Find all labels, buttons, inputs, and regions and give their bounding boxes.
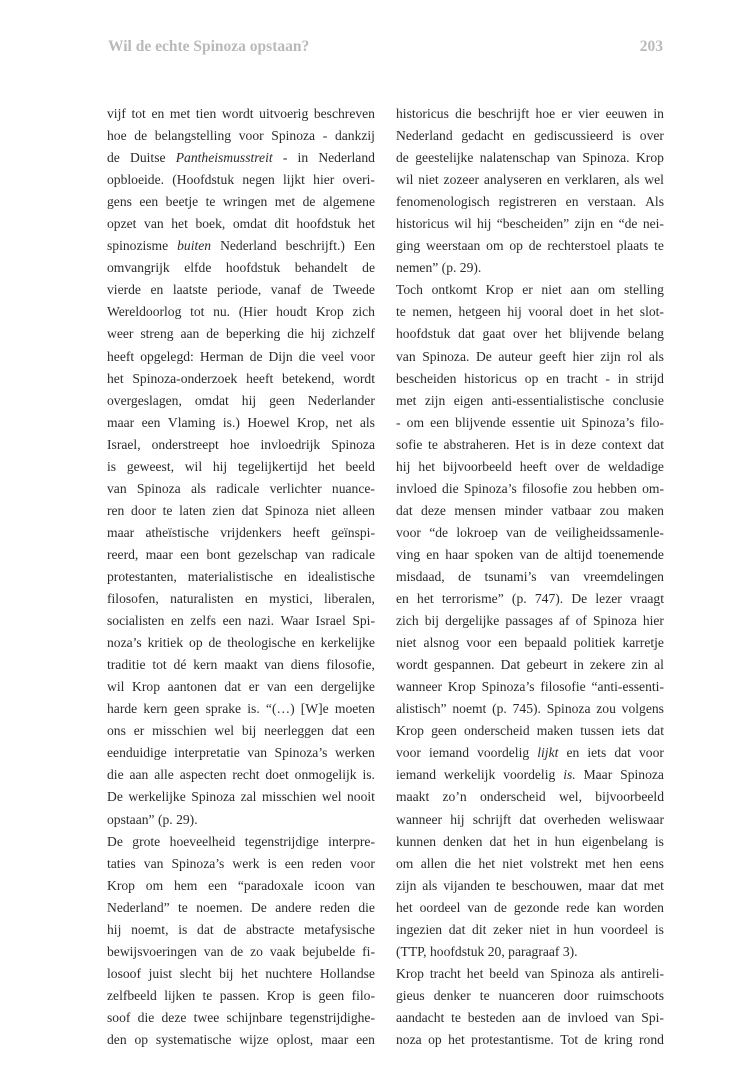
text-line: Wereldoorlog tot nu. (Hier houdt Krop zich [107, 304, 375, 320]
text-line: wil niet zozeer analyseren en verklaren, als wel [396, 172, 664, 188]
text-line: vijf tot en met tien wordt uitvoerig beschreven [107, 106, 375, 121]
text-line: heeft opgelegd: Herman de Dijn die veel voor [107, 348, 375, 364]
right-text-column [396, 103, 664, 1051]
text-line: wil Krop aantonen dat er van een dergelijke [107, 679, 375, 695]
text-line: van Spinoza als radicale verlichter nuance- [107, 480, 375, 496]
left-text-column [107, 103, 375, 1051]
text-line: ging weerstaan om op de rechterstoel plaats te [396, 238, 664, 254]
text-line: wordt gespannen. Dat gebeurt in zekere zin al [396, 657, 664, 673]
text-line: Toch ontkomt Krop er niet aan om stelling [396, 282, 664, 298]
text-line: ren door te laten zien dat Spinoza niet alleen [107, 502, 375, 518]
text-line: hoe de belangstelling voor Spinoza - dankzij [107, 128, 375, 144]
text-line: die aan alle aspecten recht doet onmogelijk is. [107, 767, 375, 783]
text-line: ving en haar spoken van de altijd toenemende [396, 546, 664, 562]
text-line: den op systematische wijze oplost, maar een [107, 1031, 375, 1047]
text-line: reerd, maar een bont gezelschap van radicale [107, 546, 375, 562]
text-line: met zijn eigen anti-essentialistische conclusie [396, 392, 664, 408]
text-line: Krop om hem een “paradoxale icoon van [107, 877, 375, 893]
text-line: bewijsvoeringen van de zo vaak bejubelde fi- [107, 943, 375, 959]
text-line: om allen die het niet volstrekt met hen eens [396, 855, 664, 871]
text-line: misdaad, de tsunami’s van vreemdelingen [396, 568, 664, 584]
text-line: harde kern geen sprake is. “(…) [W]e moeten [107, 701, 375, 717]
text-line: historicus die beschrijft hoe er vier eeuwen in [396, 106, 664, 121]
text-line: - om een blijvende essentie uit Spinoza’s filo- [396, 414, 664, 430]
text-line: voor “de lokroep van de veiligheidssamenle- [396, 524, 664, 540]
text-line: zich bij dergelijke passages af of Spinoza hier [396, 613, 664, 629]
text-line: nemen” (p. 29). [396, 260, 482, 276]
text-line: Nederland” te noemen. De andere reden die [107, 899, 375, 915]
text-line: losoof juist slecht bij het nuchtere Hollandse [107, 965, 375, 981]
text-line: historicus wil hij “bescheiden” zijn en “de nei- [396, 216, 664, 232]
text-line: aandacht te besteden aan de invloed van Spi- [396, 1009, 664, 1025]
text-line: opbloeide. (Hoofdstuk negen lijkt hier overi- [107, 172, 375, 188]
text-line: zijn als vijanden te beschouwen, maar dat met [396, 877, 664, 893]
text-line: eenduidige interpretatie van Spinoza’s werken [107, 745, 375, 761]
text-line: socialisten en zelfs een nazi. Waar Israel Spi- [107, 613, 375, 629]
text-line: gieus denker te nuanceren door ruimschoots [396, 987, 664, 1003]
text-line: het Spinoza-onderzoek heeft betekend, wordt [107, 370, 375, 386]
text-line: wanneer Krop Spinoza’s filosofie “anti-essenti- [396, 679, 664, 695]
text-line: Krop tracht het beeld van Spinoza als antireli- [396, 965, 664, 981]
text-line: taties van Spinoza’s werk is een reden voor [107, 855, 375, 871]
text-line: De werkelijke Spinoza zal misschien wel nooit [107, 789, 375, 805]
text-line: noza’s kritiek op de theologische en kerkelijke [107, 635, 375, 651]
text-line: zelfbeeld lijken te passen. Krop is geen filo- [107, 987, 375, 1003]
text-line: opstaan” (p. 29). [107, 811, 198, 827]
text-line: de Duitse Pantheismusstreit - in Nederland [107, 150, 375, 166]
text-line: De grote hoeveelheid tegenstrijdige interpre- [107, 833, 375, 849]
text-line: Krop geen onderscheid maken tussen iets dat [396, 723, 664, 739]
text-line: protestanten, materialistische en idealistische [107, 568, 375, 584]
text-line: dat deze mensen minder vatbaar zou maken [396, 502, 664, 518]
text-line: hoofdstuk dat gaat over het blijvende belang [396, 326, 664, 342]
text-line: ingezien dat dit zeker niet in hun voordeel is [396, 921, 664, 937]
text-line: kunnen denken dat het in hun eigenbelang is [396, 833, 664, 849]
text-line: maar een Vlaming is.) Hoewel Krop, net als [107, 414, 375, 430]
text-line: is geweest, wil hij tegelijkertijd het beeld [107, 458, 375, 474]
text-line: Nederland gedacht en gediscussieerd is over [396, 128, 664, 144]
text-line: vierde en laatste periode, vanaf de Tweede [107, 282, 375, 298]
text-line: soof die deze twee schijnbare tegenstrijdighe- [107, 1009, 375, 1025]
running-head-title: Wil de echte Spinoza opstaan? [108, 38, 310, 55]
text-line: traditie tot dé kern maakt van diens filosofie, [107, 657, 375, 673]
running-head [108, 38, 663, 62]
text-line: overgeslagen, omdat hij geen Nederlander [107, 392, 375, 408]
text-line: van Spinoza. De auteur geeft hier zijn rol als [396, 348, 664, 364]
text-line: sofie te abstraheren. Het is in deze context dat [396, 436, 664, 452]
text-line: maakt zo’n onderscheid wel, bijvoorbeeld [396, 789, 664, 805]
text-line: alistisch” noemt (p. 745). Spinoza zou volgens [396, 701, 664, 717]
text-line: de geestelijke nalatenschap van Spinoza. Krop [396, 150, 664, 166]
text-line: het oordeel van de gezonde rede kan worden [396, 899, 664, 915]
text-line: gens een beetje te wringen met de algemene [107, 194, 375, 210]
text-line: omvangrijk elfde hoofdstuk behandelt de [107, 260, 375, 276]
text-line: hij het bijvoorbeeld heeft over de weldadige [396, 458, 664, 474]
text-line: ons er misschien wel bij neerleggen dat een [107, 723, 375, 739]
text-line: bescheiden historicus op en tracht - in strijd [396, 370, 664, 386]
text-line: wanneer hij schrijft dat overheden weliswaar [396, 811, 664, 827]
text-line: maar atheïstische vrijdenkers heeft geïnspi- [107, 524, 375, 540]
text-line: hij noemt, is dat de abstracte metafysische [107, 921, 375, 937]
text-line: filosofen, naturalisten en mystici, liberalen, [107, 591, 375, 607]
page-number: 203 [639, 38, 663, 55]
text-line: fenomenologisch registreren en verstaan. Als [396, 194, 664, 210]
text-line: iemand werkelijk voordelig is. Maar Spinoza [396, 767, 664, 783]
text-line: weer streng aan de beperking die hij zichzelf [107, 326, 375, 342]
text-line: (TTP, hoofdstuk 20, paragraaf 3). [396, 943, 578, 959]
text-line: opzet van het boek, omdat dit hoofdstuk het [107, 216, 375, 232]
text-line: en het terrorisme” (p. 747). De lezer vraagt [396, 591, 664, 607]
text-line: noza op het protestantisme. Tot de kring rond [396, 1031, 664, 1047]
text-line: voor iemand voordelig lijkt en iets dat voor [396, 745, 664, 761]
text-line: invloed die Spinoza’s filosofie zou hebben om- [396, 480, 664, 496]
text-line: te nemen, hetgeen hij vooral doet in het slot- [396, 304, 664, 320]
text-line: niet alsnog voor een bepaald politiek karretje [396, 635, 664, 651]
text-line: Israel, onderstreept hoe invloedrijk Spinoza [107, 436, 375, 452]
text-line: spinozisme buiten Nederland beschrijft.) Een [107, 238, 375, 254]
